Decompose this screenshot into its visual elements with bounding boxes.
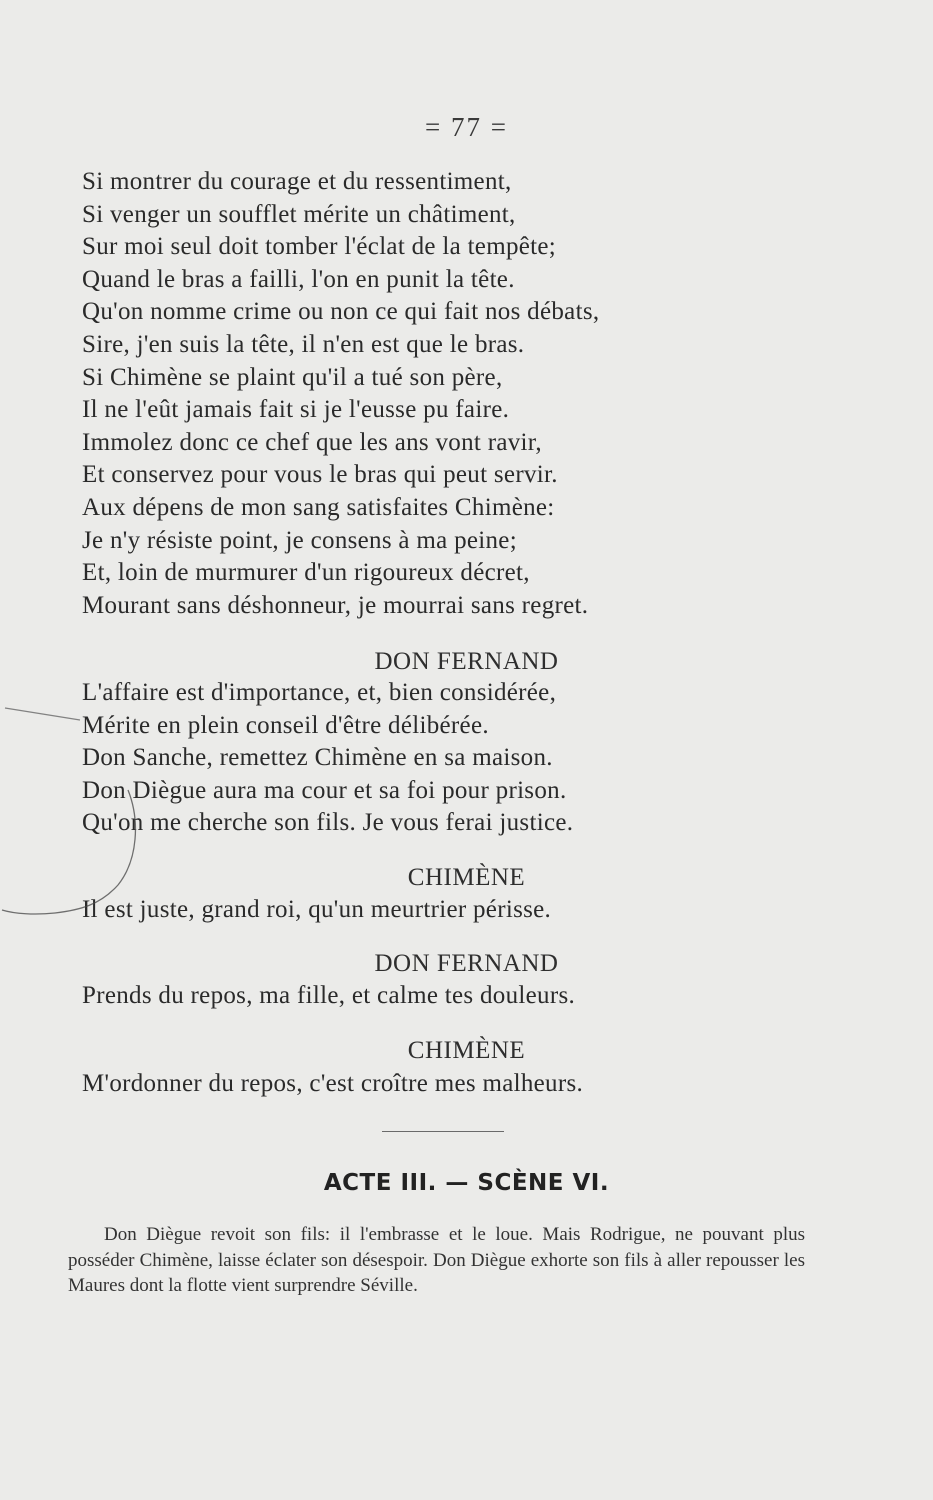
- verse-line: Il ne l'eût jamais fait si je l'eusse pu faire.: [82, 396, 510, 424]
- section-divider: [382, 1131, 504, 1132]
- verse-line: Qu'on nomme crime ou non ce qui fait nos débats,: [82, 298, 600, 326]
- verse-line: Immolez donc ce chef que les ans vont ravir,: [82, 428, 542, 456]
- speaker-name: DON FERNAND: [374, 950, 559, 977]
- page-number: = 77 =: [425, 112, 508, 142]
- verse-line: M'ordonner du repos, c'est croître mes malheurs.: [82, 1070, 584, 1097]
- verse-line: Je n'y résiste point, je consens à ma peine;: [82, 526, 517, 554]
- verse-line: Si Chimène se plaint qu'il a tué son père,: [82, 363, 503, 391]
- speaker-name: DON FERNAND: [374, 648, 559, 675]
- verse-line: Mérite en plein conseil d'être délibérée.: [82, 711, 489, 739]
- scene-summary: Don Diègue revoit son fils: il l'embrasse et le loue. Mais Rodrigue, ne pouvant plus posséder Chimène, laisse éclater son désespoir. Don Diègue exhorte son fils à aller repousser les Maures dont la flotte vient surprendre Séville.: [68, 1224, 805, 1296]
- speaker-name: CHIMÈNE: [407, 864, 526, 891]
- verse-block-don-diegue: [82, 166, 722, 622]
- verse-line: L'affaire est d'importance, et, bien considérée,: [82, 679, 557, 706]
- verse-line: Sire, j'en suis la tête, il n'en est que le bras.: [82, 330, 525, 358]
- verse-line: Qu'on me cherche son fils. Je vous ferai justice.: [82, 809, 574, 837]
- verse-line: Si venger un soufflet mérite un châtiment,: [82, 200, 516, 228]
- verse-block-chimene-2: [82, 1068, 722, 1101]
- verse-line: Il est juste, grand roi, qu'un meurtrier périsse.: [82, 896, 552, 923]
- verse-line: Si montrer du courage et du ressentiment,: [82, 168, 512, 195]
- verse-block-don-fernand: [82, 677, 722, 840]
- verse-line: Prends du repos, ma fille, et calme tes douleurs.: [82, 982, 576, 1009]
- verse-block-chimene: [82, 894, 722, 927]
- verse-line: Quand le bras a failli, l'on en punit la tête.: [82, 265, 515, 293]
- speaker-name: CHIMÈNE: [407, 1037, 526, 1064]
- verse-line: Don Diègue aura ma cour et sa foi pour prison.: [82, 776, 567, 804]
- verse-line: Et conservez pour vous le bras qui peut servir.: [82, 461, 558, 489]
- verse-line: Aux dépens de mon sang satisfaites Chimène:: [82, 493, 555, 521]
- verse-line: Don Sanche, remettez Chimène en sa maison.: [82, 744, 553, 772]
- scene-heading: ACTE III. — SCÈNE VI.: [323, 1170, 610, 1196]
- verse-line: Et, loin de murmurer d'un rigoureux décret,: [82, 559, 530, 587]
- verse-line: Sur moi seul doit tomber l'éclat de la tempête;: [82, 233, 557, 261]
- verse-block-don-fernand-2: [82, 980, 722, 1013]
- verse-line: Mourant sans déshonneur, je mourrai sans regret.: [82, 591, 589, 619]
